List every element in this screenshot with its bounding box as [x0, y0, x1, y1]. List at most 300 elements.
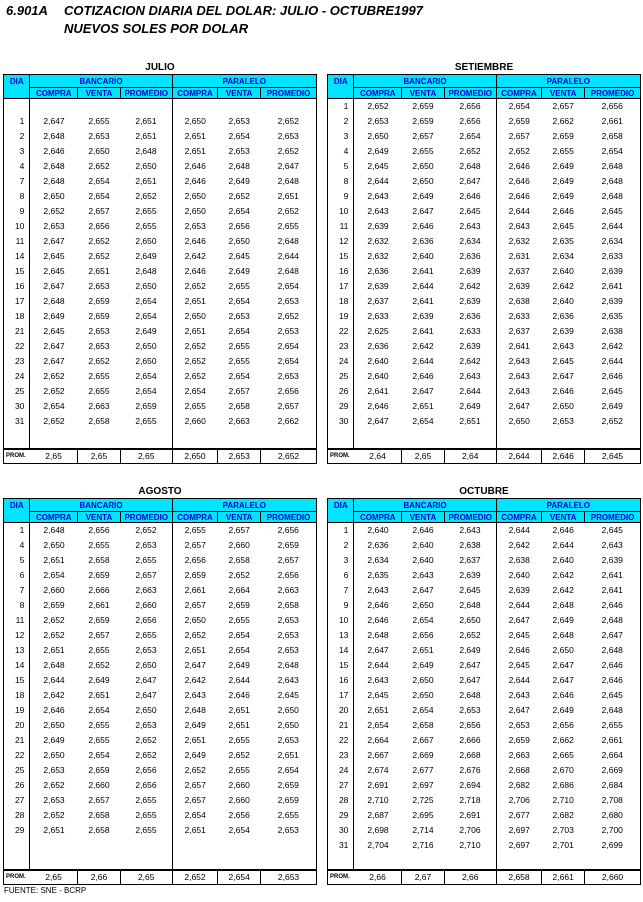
- rate-cell: 2,639: [444, 264, 496, 279]
- rate-cell: 2,655: [228, 615, 250, 625]
- rate-cell: 2,697: [508, 840, 530, 850]
- rate-cell: 2,645: [444, 204, 496, 219]
- rate-cell: 2,684: [601, 780, 623, 790]
- rate-cell: 2,650: [552, 401, 574, 411]
- table-row: [328, 324, 641, 339]
- rate-cell: 2,676: [444, 763, 496, 778]
- rate-cell: 2,645: [367, 161, 389, 171]
- rate-cell: 2,648: [228, 161, 250, 171]
- table-row: [328, 339, 641, 354]
- rate-cell: 2,652: [43, 206, 65, 216]
- rate-cell: 2,659: [277, 795, 299, 805]
- rate-cell: 2,657: [508, 131, 530, 141]
- rate-cell: 2,656: [120, 763, 172, 778]
- rate-cell: 2,669: [412, 750, 434, 760]
- rate-cell: 2,646: [184, 161, 206, 171]
- rate-cell: 2,650: [43, 720, 65, 730]
- rate-cell: 2,664: [228, 585, 250, 595]
- rate-cell: 2,648: [43, 525, 65, 535]
- table-row: [328, 643, 641, 658]
- average-cell: 2,646: [542, 449, 585, 464]
- rate-cell: 2,654: [277, 356, 299, 366]
- rate-cell: 2,642: [444, 354, 496, 369]
- rate-cell: 2,646: [367, 600, 389, 610]
- rate-cell: 2,636: [444, 309, 496, 324]
- day-cell: 7: [4, 174, 30, 189]
- rate-cell: 2,633: [367, 311, 389, 321]
- rate-cell: 2,639: [412, 311, 434, 321]
- rate-cell: 2,651: [88, 266, 110, 276]
- rate-cell: 2,646: [184, 266, 206, 276]
- dia-header: DIA: [328, 499, 354, 523]
- venta-header: VENTA: [78, 88, 121, 99]
- compra-header: COMPRA: [172, 88, 218, 99]
- rate-cell: 2,655: [120, 823, 172, 838]
- rate-cell: 2,640: [367, 525, 389, 535]
- rate-cell: 2,639: [552, 326, 574, 336]
- rate-cell: 2,645: [552, 356, 574, 366]
- rate-cell: 2,650: [184, 206, 206, 216]
- table-row: [4, 673, 317, 688]
- day-cell: 5: [4, 553, 30, 568]
- rate-cell: 2,650: [184, 615, 206, 625]
- rate-cell: 2,651: [184, 645, 206, 655]
- table-row: [328, 748, 641, 763]
- rate-cell: 2,639: [508, 281, 530, 291]
- day-cell: 21: [4, 324, 30, 339]
- rate-cell: 2,647: [184, 660, 206, 670]
- rate-cell: 2,656: [88, 221, 110, 231]
- rate-cell: 2,645: [43, 266, 65, 276]
- rate-cell: 2,649: [552, 176, 574, 186]
- month-title: OCTUBRE: [459, 486, 509, 497]
- rate-cell: 2,639: [444, 339, 496, 354]
- rate-cell: 2,652: [184, 356, 206, 366]
- table-row: [328, 688, 641, 703]
- table-row: [328, 414, 641, 429]
- day-cell: 18: [328, 294, 354, 309]
- rate-cell: 2,642: [508, 540, 530, 550]
- rate-cell: 2,645: [367, 690, 389, 700]
- rate-cell: 2,650: [184, 311, 206, 321]
- rate-cell: 2,714: [412, 825, 434, 835]
- rate-cell: 2,653: [367, 116, 389, 126]
- rate-cell: 2,643: [552, 341, 574, 351]
- day-cell: 13: [328, 628, 354, 643]
- rate-cell: 2,646: [367, 401, 389, 411]
- blank-cell: [30, 429, 78, 449]
- rate-cell: 2,661: [601, 116, 623, 126]
- rate-cell: 2,694: [444, 778, 496, 793]
- rate-cell: 2,633: [508, 311, 530, 321]
- rate-cell: 2,651: [367, 705, 389, 715]
- rate-cell: 2,644: [508, 675, 530, 685]
- rate-cell: 2,647: [367, 645, 389, 655]
- rate-cell: 2,640: [552, 266, 574, 276]
- rate-cell: 2,648: [444, 598, 496, 613]
- rate-cell: 2,649: [120, 249, 172, 264]
- average-label: PROM.: [4, 870, 30, 885]
- blank-cell: [4, 429, 30, 449]
- blank-cell: [585, 853, 641, 870]
- rate-cell: 2,652: [43, 386, 65, 396]
- venta-header: VENTA: [542, 512, 585, 523]
- rate-cell: 2,654: [88, 191, 110, 201]
- rate-cell: 2,640: [508, 570, 530, 580]
- day-cell: 11: [328, 219, 354, 234]
- day-cell: 27: [328, 778, 354, 793]
- day-cell: 4: [4, 159, 30, 174]
- day-cell: 18: [4, 688, 30, 703]
- table-row: [328, 628, 641, 643]
- day-cell: 22: [4, 339, 30, 354]
- day-cell: 16: [4, 279, 30, 294]
- rate-cell: 2,653: [88, 341, 110, 351]
- average-row: [328, 449, 641, 464]
- rate-cell: 2,650: [277, 705, 299, 715]
- rate-cell: 2,644: [444, 384, 496, 399]
- day-cell: 17: [328, 279, 354, 294]
- rate-cell: 2,649: [367, 146, 389, 156]
- rate-cell: 2,657: [277, 555, 299, 565]
- blank-cell: [172, 429, 218, 449]
- table-row: [4, 369, 317, 384]
- table-row: [4, 718, 317, 733]
- paralelo-header: PARALELO: [172, 75, 316, 88]
- rate-cell: 2,633: [601, 251, 623, 261]
- rate-cell: 2,654: [277, 341, 299, 351]
- rate-cell: 2,647: [412, 386, 434, 396]
- rate-cell: 2,655: [277, 810, 299, 820]
- promedio-header: PROMEDIO: [444, 88, 496, 99]
- day-cell: 2: [328, 538, 354, 553]
- average-cell: 2,652: [172, 870, 218, 885]
- average-cell: 2,64: [354, 449, 402, 464]
- paralelo-header: PARALELO: [496, 499, 640, 512]
- table-row: [328, 613, 641, 628]
- rate-cell: 2,652: [88, 660, 110, 670]
- rate-cell: 2,651: [184, 735, 206, 745]
- rate-cell: 2,677: [412, 765, 434, 775]
- rate-cell: 2,651: [43, 825, 65, 835]
- bancario-header: BANCARIO: [30, 75, 172, 88]
- day-cell: 3: [328, 129, 354, 144]
- rate-cell: 2,649: [43, 735, 65, 745]
- rate-cell: 2,655: [120, 553, 172, 568]
- rate-cell: 2,649: [444, 399, 496, 414]
- table-row: [328, 808, 641, 823]
- rate-cell: 2,648: [444, 688, 496, 703]
- rate-cell: 2,665: [552, 750, 574, 760]
- table-row: [328, 159, 641, 174]
- rate-cell: 2,725: [412, 795, 434, 805]
- rate-cell: 2,651: [184, 146, 206, 156]
- rate-cell: 2,657: [552, 101, 574, 111]
- exchange-rate-table: [327, 498, 641, 885]
- rate-cell: 2,653: [43, 795, 65, 805]
- rate-cell: 2,652: [43, 416, 65, 426]
- rate-cell: 2,652: [120, 733, 172, 748]
- day-cell: 3: [4, 144, 30, 159]
- average-cell: 2,653: [261, 870, 317, 885]
- rate-cell: 2,686: [552, 780, 574, 790]
- average-label: PROM.: [328, 870, 354, 885]
- rate-cell: 2,640: [552, 555, 574, 565]
- day-cell: 4: [328, 144, 354, 159]
- rate-cell: 2,652: [88, 161, 110, 171]
- day-cell: 20: [4, 718, 30, 733]
- rate-cell: 2,651: [120, 174, 172, 189]
- day-cell: 10: [328, 613, 354, 628]
- rate-cell: 2,648: [277, 660, 299, 670]
- rate-cell: 2,650: [184, 191, 206, 201]
- table-row: [328, 763, 641, 778]
- blank-cell: [354, 429, 402, 449]
- rate-cell: 2,646: [412, 525, 434, 535]
- rate-cell: 2,660: [184, 416, 206, 426]
- rate-cell: 2,646: [412, 371, 434, 381]
- rate-cell: 2,661: [184, 585, 206, 595]
- day-cell: 28: [328, 793, 354, 808]
- rate-cell: 2,644: [367, 176, 389, 186]
- rate-cell: 2,656: [88, 525, 110, 535]
- rate-cell: 2,655: [120, 219, 172, 234]
- table-row: [4, 823, 317, 838]
- rate-cell: 2,659: [277, 780, 299, 790]
- average-cell: 2,65: [78, 449, 121, 464]
- table-row: [4, 174, 317, 189]
- table-row: [4, 414, 317, 429]
- rate-cell: 2,641: [601, 281, 623, 291]
- rate-cell: 2,647: [43, 356, 65, 366]
- average-label: PROM.: [328, 449, 354, 464]
- rate-cell: 2,649: [601, 401, 623, 411]
- rate-cell: 2,647: [552, 675, 574, 685]
- rate-cell: 2,655: [228, 341, 250, 351]
- table-row: [4, 294, 317, 309]
- rate-cell: 2,646: [444, 189, 496, 204]
- rate-cell: 2,648: [601, 161, 623, 171]
- rate-cell: 2,653: [120, 643, 172, 658]
- rate-cell: 2,666: [88, 585, 110, 595]
- rate-cell: 2,651: [184, 131, 206, 141]
- rate-cell: 2,646: [601, 371, 623, 381]
- rate-cell: 2,643: [367, 206, 389, 216]
- rate-cell: 2,649: [228, 266, 250, 276]
- rate-cell: 2,656: [277, 525, 299, 535]
- table-row: [328, 219, 641, 234]
- rate-cell: 2,653: [88, 281, 110, 291]
- rate-cell: 2,652: [184, 281, 206, 291]
- rate-cell: 2,659: [88, 570, 110, 580]
- rate-cell: 2,653: [184, 221, 206, 231]
- rate-cell: 2,644: [367, 660, 389, 670]
- rate-cell: 2,662: [277, 416, 299, 426]
- rate-cell: 2,674: [367, 765, 389, 775]
- venta-header: VENTA: [402, 88, 445, 99]
- table-row: [328, 369, 641, 384]
- rate-cell: 2,653: [228, 146, 250, 156]
- average-label: PROM.: [4, 449, 30, 464]
- table-row: [4, 309, 317, 324]
- rate-cell: 2,700: [601, 825, 623, 835]
- rate-cell: 2,706: [444, 823, 496, 838]
- rate-cell: 2,663: [228, 416, 250, 426]
- blank-cell: [542, 429, 585, 449]
- rate-cell: 2,648: [43, 660, 65, 670]
- rate-cell: 2,653: [444, 703, 496, 718]
- table-row: [4, 129, 317, 144]
- rate-cell: 2,653: [277, 371, 299, 381]
- rate-cell: 2,654: [412, 615, 434, 625]
- rate-cell: 2,654: [228, 326, 250, 336]
- rate-cell: 2,655: [184, 525, 206, 535]
- source-note: FUENTE: SNE - BCRP: [4, 886, 87, 895]
- rate-cell: 2,642: [552, 585, 574, 595]
- month-title: AGOSTO: [138, 486, 182, 497]
- day-cell: 22: [328, 733, 354, 748]
- rate-cell: 2,682: [508, 780, 530, 790]
- average-cell: 2,660: [585, 870, 641, 885]
- rate-cell: 2,646: [412, 221, 434, 231]
- table-row: [328, 264, 641, 279]
- rate-cell: 2,682: [552, 810, 574, 820]
- average-cell: 2,65: [30, 870, 78, 885]
- rate-cell: 2,654: [88, 705, 110, 715]
- table-row: [328, 733, 641, 748]
- rate-cell: 2,647: [43, 281, 65, 291]
- rate-cell: 2,657: [184, 540, 206, 550]
- rate-cell: 2,639: [367, 281, 389, 291]
- rate-cell: 2,631: [508, 251, 530, 261]
- rate-cell: 2,648: [120, 144, 172, 159]
- rate-cell: 2,649: [552, 705, 574, 715]
- day-cell: 1: [328, 523, 354, 539]
- rate-cell: 2,655: [88, 116, 110, 126]
- rate-cell: 2,658: [228, 555, 250, 565]
- day-cell: 8: [328, 174, 354, 189]
- rate-cell: 2,638: [601, 326, 623, 336]
- rate-cell: 2,645: [508, 630, 530, 640]
- rate-cell: 2,639: [367, 221, 389, 231]
- rate-cell: 2,658: [412, 720, 434, 730]
- rate-cell: 2,658: [88, 555, 110, 565]
- promedio-header: PROMEDIO: [261, 512, 317, 523]
- rate-cell: 2,657: [228, 386, 250, 396]
- rate-cell: 2,650: [277, 720, 299, 730]
- day-cell: 8: [4, 598, 30, 613]
- rate-cell: 2,644: [228, 675, 250, 685]
- rate-cell: 2,646: [601, 600, 623, 610]
- average-cell: 2,66: [444, 870, 496, 885]
- rate-cell: 2,644: [508, 206, 530, 216]
- rate-cell: 2,647: [277, 161, 299, 171]
- dia-header: DIA: [4, 75, 30, 99]
- day-cell: 26: [4, 778, 30, 793]
- rate-cell: 2,636: [444, 249, 496, 264]
- day-cell: 23: [4, 354, 30, 369]
- table-row: [4, 264, 317, 279]
- day-cell: 24: [328, 763, 354, 778]
- day-cell: 26: [328, 384, 354, 399]
- blank-cell: [261, 99, 317, 115]
- day-cell: 23: [328, 748, 354, 763]
- day-cell: 2: [328, 114, 354, 129]
- day-cell: 7: [328, 583, 354, 598]
- rate-cell: 2,654: [367, 720, 389, 730]
- day-cell: 30: [4, 399, 30, 414]
- rate-cell: 2,657: [412, 131, 434, 141]
- blank-cell: [328, 429, 354, 449]
- rate-cell: 2,677: [508, 810, 530, 820]
- day-cell: 25: [4, 763, 30, 778]
- rate-cell: 2,654: [412, 705, 434, 715]
- rate-cell: 2,640: [367, 356, 389, 366]
- rate-cell: 2,659: [412, 116, 434, 126]
- day-cell: 12: [328, 234, 354, 249]
- rate-cell: 2,641: [412, 266, 434, 276]
- day-cell: 6: [328, 568, 354, 583]
- table-row: [4, 688, 317, 703]
- rate-cell: 2,664: [367, 735, 389, 745]
- day-cell: 30: [328, 414, 354, 429]
- rate-cell: 2,650: [444, 613, 496, 628]
- day-cell: 15: [328, 658, 354, 673]
- rate-cell: 2,642: [412, 341, 434, 351]
- table-row: [4, 189, 317, 204]
- rate-cell: 2,658: [88, 810, 110, 820]
- rate-cell: 2,660: [88, 780, 110, 790]
- rate-cell: 2,658: [601, 131, 623, 141]
- rate-cell: 2,663: [508, 750, 530, 760]
- rate-cell: 2,652: [120, 748, 172, 763]
- promedio-header: PROMEDIO: [585, 88, 641, 99]
- promedio-header: PROMEDIO: [120, 88, 172, 99]
- rate-cell: 2,649: [552, 615, 574, 625]
- table-row: [4, 144, 317, 159]
- rate-cell: 2,647: [120, 673, 172, 688]
- rate-cell: 2,649: [88, 675, 110, 685]
- table-row: [4, 538, 317, 553]
- rate-cell: 2,648: [552, 600, 574, 610]
- rate-cell: 2,647: [508, 401, 530, 411]
- rate-cell: 2,636: [367, 266, 389, 276]
- rate-cell: 2,644: [601, 221, 623, 231]
- rate-cell: 2,659: [552, 131, 574, 141]
- rate-cell: 2,655: [552, 146, 574, 156]
- table-row: [328, 793, 641, 808]
- rate-cell: 2,643: [444, 369, 496, 384]
- table-row: [328, 309, 641, 324]
- rate-cell: 2,667: [412, 735, 434, 745]
- table-row: [4, 643, 317, 658]
- compra-header: COMPRA: [30, 88, 78, 99]
- rate-cell: 2,654: [120, 294, 172, 309]
- rate-cell: 2,654: [228, 206, 250, 216]
- rate-cell: 2,637: [508, 326, 530, 336]
- rate-cell: 2,708: [601, 795, 623, 805]
- average-cell: 2,654: [218, 870, 261, 885]
- rate-cell: 2,652: [277, 311, 299, 321]
- average-cell: 2,66: [78, 870, 121, 885]
- rate-cell: 2,651: [277, 750, 299, 760]
- rate-cell: 2,642: [184, 675, 206, 685]
- rate-cell: 2,662: [552, 116, 574, 126]
- rate-cell: 2,699: [601, 840, 623, 850]
- blank-cell: [172, 99, 218, 115]
- rate-cell: 2,654: [228, 825, 250, 835]
- table-row: [328, 718, 641, 733]
